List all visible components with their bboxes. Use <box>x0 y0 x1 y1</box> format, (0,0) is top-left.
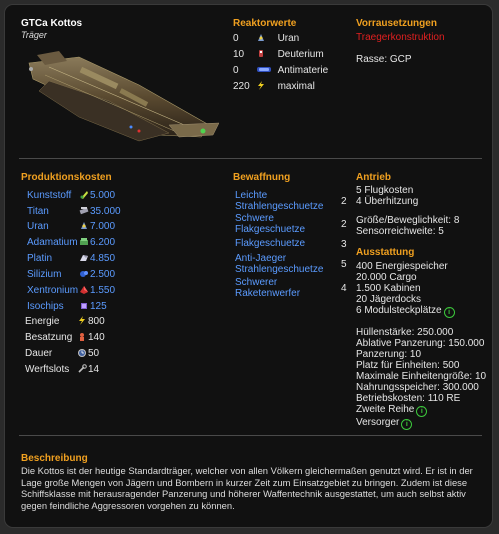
production-row <box>21 221 115 233</box>
weapon-row <box>235 277 353 299</box>
energy-icon <box>77 316 87 325</box>
description-header: Beschreibung <box>21 453 88 464</box>
weapons-header: Bewaffnung <box>233 172 291 183</box>
top-divider <box>19 158 482 159</box>
production-row <box>21 285 115 297</box>
resource-label[interactable]: Platin <box>27 253 53 264</box>
production-header: Produktionskosten <box>21 172 112 183</box>
production-row <box>21 253 115 265</box>
race-label: Rasse: GCP <box>356 54 412 65</box>
weapon-name-line: Leichte <box>235 190 268 201</box>
stat-food: Nahrungsspeicher: 300.000 <box>356 382 479 393</box>
stat-ablative: Ablative Panzerung: 150.000 <box>356 338 485 349</box>
weapon-name[interactable] <box>235 213 353 235</box>
ship-info-panel <box>4 4 493 528</box>
reactor-row-uran: 0 Uran <box>233 33 300 44</box>
reactor-row-max: 220 maximal <box>233 81 315 92</box>
antimatter-icon <box>256 65 272 74</box>
reactor-row-deuterium: 10 Deuterium <box>233 49 324 60</box>
resource-label[interactable]: Titan <box>27 206 49 217</box>
weapon-name[interactable] <box>235 190 353 212</box>
uranium-icon <box>79 221 89 230</box>
weapon-count: 4 <box>341 283 347 294</box>
production-row <box>21 269 115 281</box>
energy-icon <box>256 81 266 90</box>
silicon-icon <box>79 269 89 278</box>
resource-value: 50 <box>88 348 100 359</box>
production-row <box>21 190 115 202</box>
xentronium-icon <box>79 285 89 294</box>
equip-cabins: 1.500 Kabinen <box>356 283 421 294</box>
resource-value: 1.550 <box>90 285 116 296</box>
resource-label[interactable]: Silizium <box>27 269 62 280</box>
weapon-name[interactable] <box>235 277 353 299</box>
crew-icon <box>77 332 87 341</box>
stat-cost: Betriebskosten: 110 RE <box>356 393 461 404</box>
equipment-header: Ausstattung <box>356 247 415 258</box>
second-row: Zweite Reihe i <box>356 404 427 416</box>
production-row <box>21 364 99 376</box>
isochip-icon <box>79 301 89 310</box>
resource-value: 125 <box>90 301 107 312</box>
weapon-name[interactable] <box>235 238 353 249</box>
plastic-icon <box>79 190 89 199</box>
weapon-name-line: Flakgeschuetze <box>235 238 306 249</box>
resource-value: 140 <box>88 332 105 343</box>
resource-value: 5.000 <box>90 190 116 201</box>
weapon-name-line: Raketenwerfer <box>235 288 301 299</box>
stat-armor: Panzerung: 10 <box>356 349 422 360</box>
equip-modules: 6 Modulsteckplätze i <box>356 305 455 317</box>
drive-fuel: 5 Flugkosten <box>356 185 414 196</box>
weapon-name-line: Strahlengeschuetze <box>235 201 324 212</box>
production-row <box>21 348 99 360</box>
requirement-link[interactable]: Traegerkonstruktion <box>356 32 445 43</box>
resource-value: 14 <box>88 364 100 375</box>
weapon-row <box>235 238 353 249</box>
weapon-name-line: Schwerer <box>235 277 278 288</box>
info-icon[interactable]: i <box>401 419 412 430</box>
equip-docks: 20 Jägerdocks <box>356 294 422 305</box>
weapon-count: 3 <box>341 239 347 250</box>
equip-energy: 400 Energiespeicher <box>356 261 448 272</box>
drive-overheat: 4 Überhitzung <box>356 196 419 207</box>
requirements-header: Vorrausetzungen <box>356 18 437 29</box>
supplier: Versorger i <box>356 417 412 429</box>
ship-image <box>19 45 219 155</box>
weapon-count: 5 <box>341 259 347 270</box>
weapon-count: 2 <box>341 196 347 207</box>
resource-value: 6.200 <box>90 237 116 248</box>
production-row <box>21 301 107 313</box>
reactor-row-antimatter: 0 Antimaterie <box>233 65 329 76</box>
platinum-icon <box>79 253 89 262</box>
production-row <box>21 206 121 218</box>
description-text: Die Kottos ist der heutige Standardträger, welcher von allen Völkern gleichermaßen genutzt wird. Er ist in der Lage große Mengen von Jägern und Bombern in kurzer Zeit zum Einsatzgebiet zu bringen. Zudem ist diese Schiffsklasse mit herausragender Panzerung und höherer Waffentechnik ausgestattet, um auch selbst aktiv gegen feindliche Aggressoren vorgehen zu können. <box>21 465 473 511</box>
drive-header: Antrieb <box>356 172 391 183</box>
resource-value: 7.000 <box>90 221 116 232</box>
deuterium-icon <box>256 49 266 58</box>
reactor-header: Reaktorwerte <box>233 18 297 29</box>
weapon-name-line: Anti-Jaeger <box>235 253 287 264</box>
equip-cargo: 20.000 Cargo <box>356 272 417 283</box>
ship-class: Träger <box>21 30 47 40</box>
weapon-name[interactable] <box>235 253 353 275</box>
resource-label[interactable]: Uran <box>27 221 49 232</box>
clock-icon <box>77 348 87 357</box>
weapon-row <box>235 253 353 275</box>
production-row <box>21 316 105 328</box>
resource-label: Energie <box>25 316 60 327</box>
weapon-count: 2 <box>341 219 347 230</box>
resource-label[interactable]: Isochips <box>27 301 64 312</box>
resource-value: 2.500 <box>90 269 116 280</box>
stat-units: Platz für Einheiten: 500 <box>356 360 460 371</box>
uranium-icon <box>256 33 266 42</box>
drive-sensor: Sensorreichweite: 5 <box>356 226 444 237</box>
adamatium-icon <box>79 237 89 246</box>
weapon-name-line: Schwere <box>235 213 274 224</box>
weapon-name-line: Strahlengeschuetze <box>235 264 324 275</box>
resource-label[interactable]: Adamatium <box>27 237 78 248</box>
stat-maxsize: Maximale Einheitengröße: 10 <box>356 371 487 382</box>
wrench-icon <box>77 364 87 373</box>
resource-value: 4.850 <box>90 253 116 264</box>
resource-label: Werftslots <box>25 364 70 375</box>
ship-name: GTCa Kottos <box>21 18 83 29</box>
weapon-row <box>235 213 353 235</box>
bottom-divider <box>19 435 482 436</box>
weapon-row <box>235 190 353 212</box>
resource-value: 800 <box>88 316 105 327</box>
resource-label[interactable]: Kunststoff <box>27 190 72 201</box>
production-row <box>21 332 105 344</box>
weapon-name-line: Flakgeschuetze <box>235 224 306 235</box>
drive-size: Größe/Beweglichkeit: 8 <box>356 215 460 226</box>
stat-hull: Hüllenstärke: 250.000 <box>356 327 454 338</box>
resource-label[interactable]: Xentronium <box>27 285 79 296</box>
info-icon[interactable]: i <box>416 406 427 417</box>
info-icon[interactable]: i <box>444 307 455 318</box>
resource-label: Dauer <box>25 348 53 359</box>
resource-value: 35.000 <box>90 206 121 217</box>
titan-icon <box>79 206 89 215</box>
production-row <box>21 237 115 249</box>
resource-label: Besatzung <box>25 332 73 343</box>
